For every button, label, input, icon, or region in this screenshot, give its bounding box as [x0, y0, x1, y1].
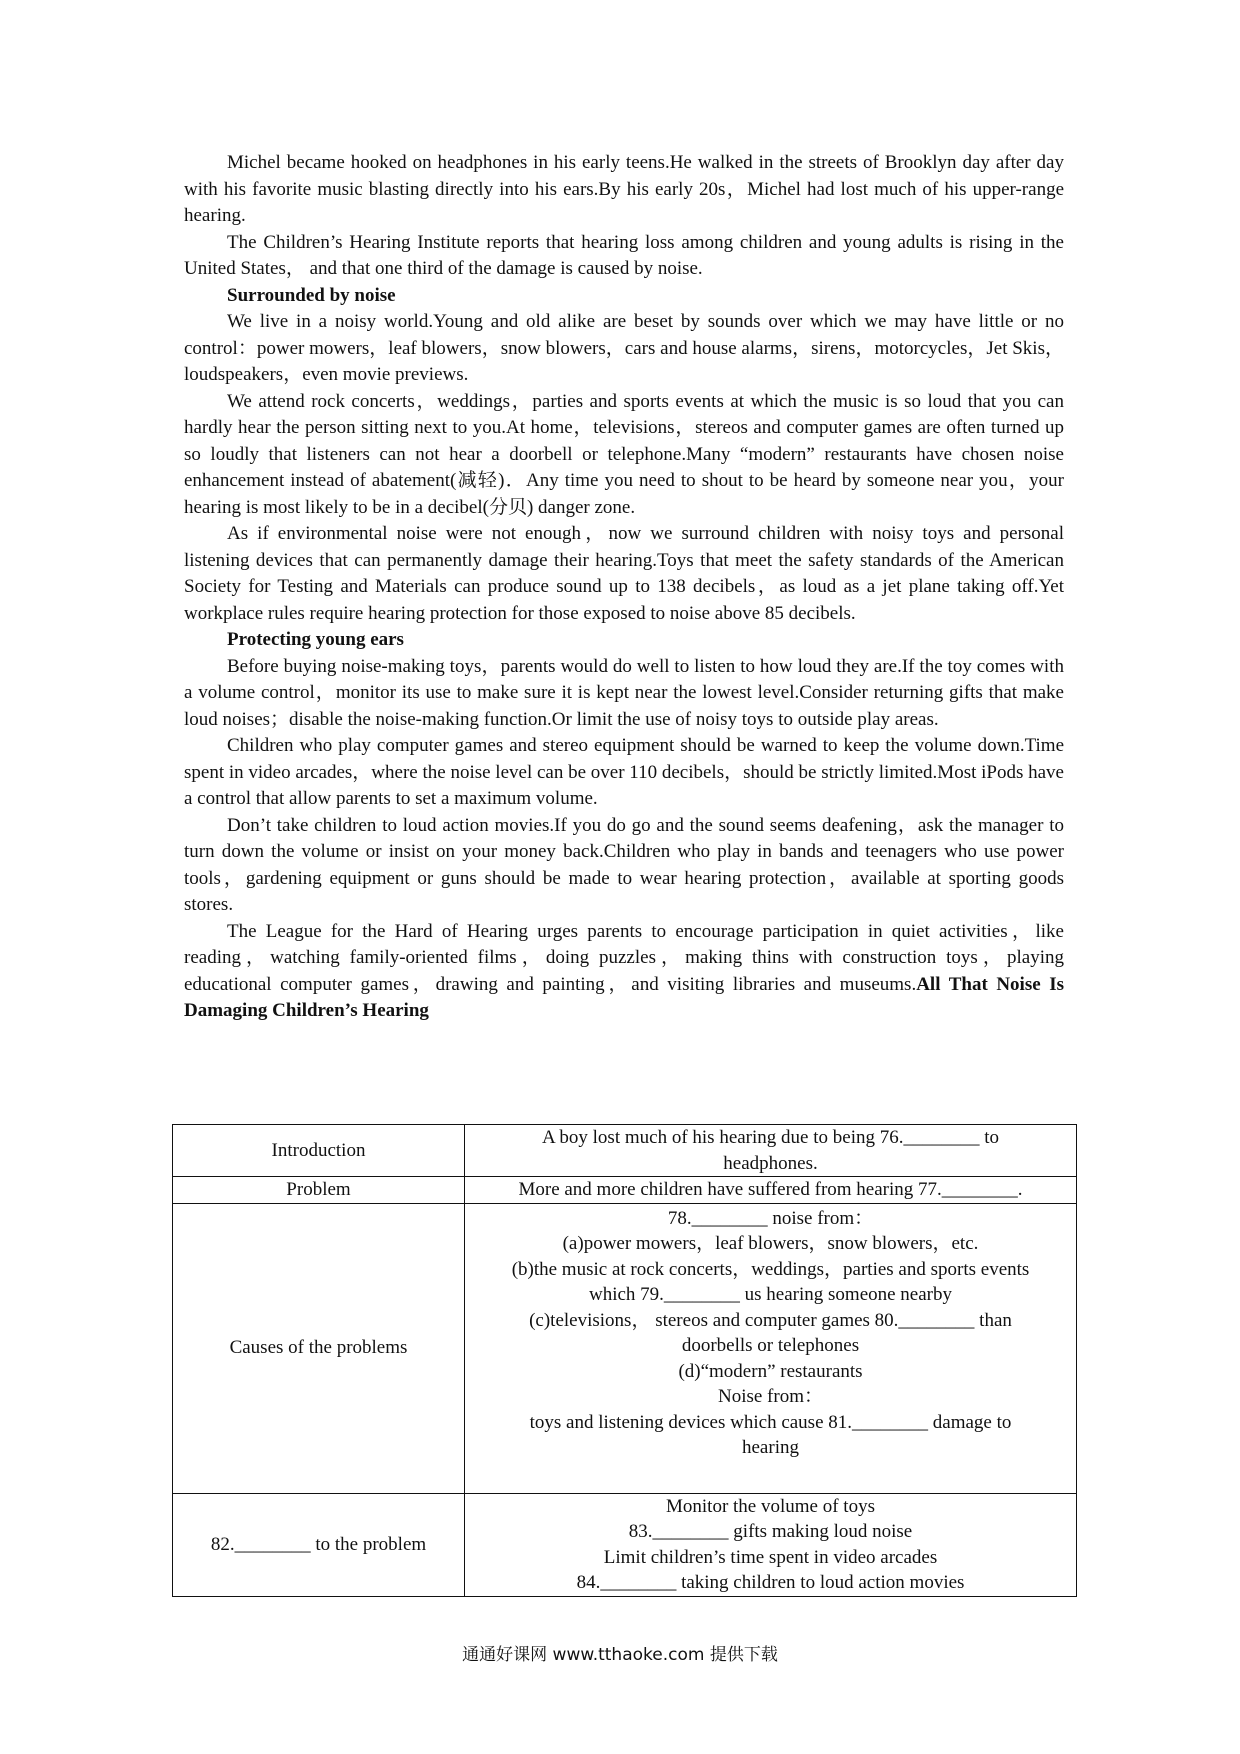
page-footer: 通通好课网 www.tthaoke.com 提供下载 [462, 1645, 778, 1665]
paragraph [184, 919, 1064, 1025]
content-line: Noise from： [717, 1386, 823, 1407]
row-content [465, 1203, 1077, 1493]
content-line: 78.________ noise from： [667, 1207, 874, 1229]
content-line: (b)the music at rock concerts，weddings，parties and sports events [511, 1258, 1030, 1280]
paragraph-text: The League for the Hard of Hearing urges parents to encourage participation in quiet activities，like reading，watching family-oriented films，doing puzzles，making thins with construction toys，playing educational computer games，drawing and painting，and visiting libraries and museums. [184, 920, 1064, 995]
paragraph: As if environmental noise were not enough，now we surround children with noisy toys and personal listening devices that can permanently damage their hearing.Toys that meet the safety standards of the American Society for Testing and Materials can produce sound up to 138 decibels，as loud as a jet plane taking off.Yet workplace rules require hearing protection for those exposed to noise above 85 decibels. [184, 523, 1064, 624]
content-line: headphones. [723, 1152, 818, 1174]
paragraph: Children who play computer games and stereo equipment should be warned to keep the volume down.Time spent in video arcades，where the noise level can be over 110 decibels，should be strictly limited.Most iPods have a control that allow parents to set a maximum volume. [184, 735, 1064, 809]
content-line: (c)televisions， stereos and computer games 80.________ than [529, 1309, 1012, 1331]
content-line: toys and listening devices which cause 81.________ damage to [529, 1411, 1012, 1433]
section-heading: Surrounded by noise [227, 284, 396, 306]
table-row [173, 1125, 1077, 1177]
article [184, 150, 1064, 1025]
content-line: which 79.________ us hearing someone nearby [588, 1284, 953, 1305]
content-line: A boy lost much of his hearing due to being 76.________ to [541, 1127, 999, 1148]
row-content [465, 1125, 1077, 1177]
row-content [465, 1493, 1077, 1596]
paragraph: Michel became hooked on headphones in his early teens.He walked in the streets of Brooklyn day after day with his favorite music blasting directly into his ears.By his early 20s，Michel had lost much of his upper-range hearing. [184, 152, 1064, 226]
content-line: Monitor the volume of toys [666, 1495, 875, 1517]
content-line: More and more children have suffered from hearing 77.________. [518, 1179, 1023, 1200]
paragraph: Before buying noise-making toys，parents would do well to listen to how loud they are.If the toy comes with a volume control，monitor its use to make sure it is kept near the lowest level.Consider returning gifts that make loud noises；disable the noise-making function.Or limit the use of noisy toys to outside play areas. [184, 655, 1064, 730]
table-row [173, 1493, 1077, 1596]
table-title: All That Noise Is Damaging Children’s Hearing [184, 973, 1064, 1021]
summary-table [172, 1124, 1077, 1597]
content-line: 84.________ taking children to loud action movies [576, 1572, 965, 1593]
row-label: Causes of the problems [173, 1203, 465, 1493]
paragraph: The Children’s Hearing Institute reports that hearing loss among children and young adults is rising in the United States， and that one third of the damage is caused by noise. [184, 231, 1064, 279]
row-label: 82.________ to the problem [173, 1493, 465, 1596]
content-line: Limit children’s time spent in video arcades [603, 1546, 938, 1568]
row-label: Introduction [173, 1125, 465, 1177]
paragraph: We live in a noisy world.Young and old alike are beset by sounds over which we may have little or no control：power mowers，leaf blowers，snow blowers，cars and house alarms，sirens，motorcycles，Jet Skis，loudspeakers，even movie previews. [184, 311, 1064, 385]
row-label: Problem [173, 1177, 465, 1204]
content-line: hearing [742, 1437, 799, 1458]
content-line: (d)“modern” restaurants [678, 1360, 863, 1382]
paragraph: Don’t take children to loud action movies.If you do go and the sound seems deafening，ask the manager to turn down the volume or insist on your money back.Children who play in bands and teenagers who use power tools，gardening equipment or guns should be made to wear hearing protection，available at sporting goods stores. [184, 814, 1064, 915]
content-line: 83.________ gifts making loud noise [628, 1521, 913, 1542]
table-row [173, 1203, 1077, 1493]
paragraph: We attend rock concerts，weddings，parties and sports events at which the music is so loud that you can hardly hear the person sitting next to you.At home，televisions，stereos and computer games are often turned up so loudly that listeners can not hear a doorbell or telephone.Many “modern” restaurants have chosen noise enhancement instead of abatement(减轻)．Any time you need to shout to be heard by someone near you，your hearing is most likely to be in a decibel(分贝) danger zone. [184, 390, 1064, 518]
content-line: (a)power mowers，leaf blowers，snow blowers，etc. [562, 1233, 979, 1254]
row-content [465, 1177, 1077, 1204]
table-row [173, 1177, 1077, 1204]
section-heading: Protecting young ears [227, 629, 404, 650]
content-line: doorbells or telephones [681, 1335, 860, 1356]
